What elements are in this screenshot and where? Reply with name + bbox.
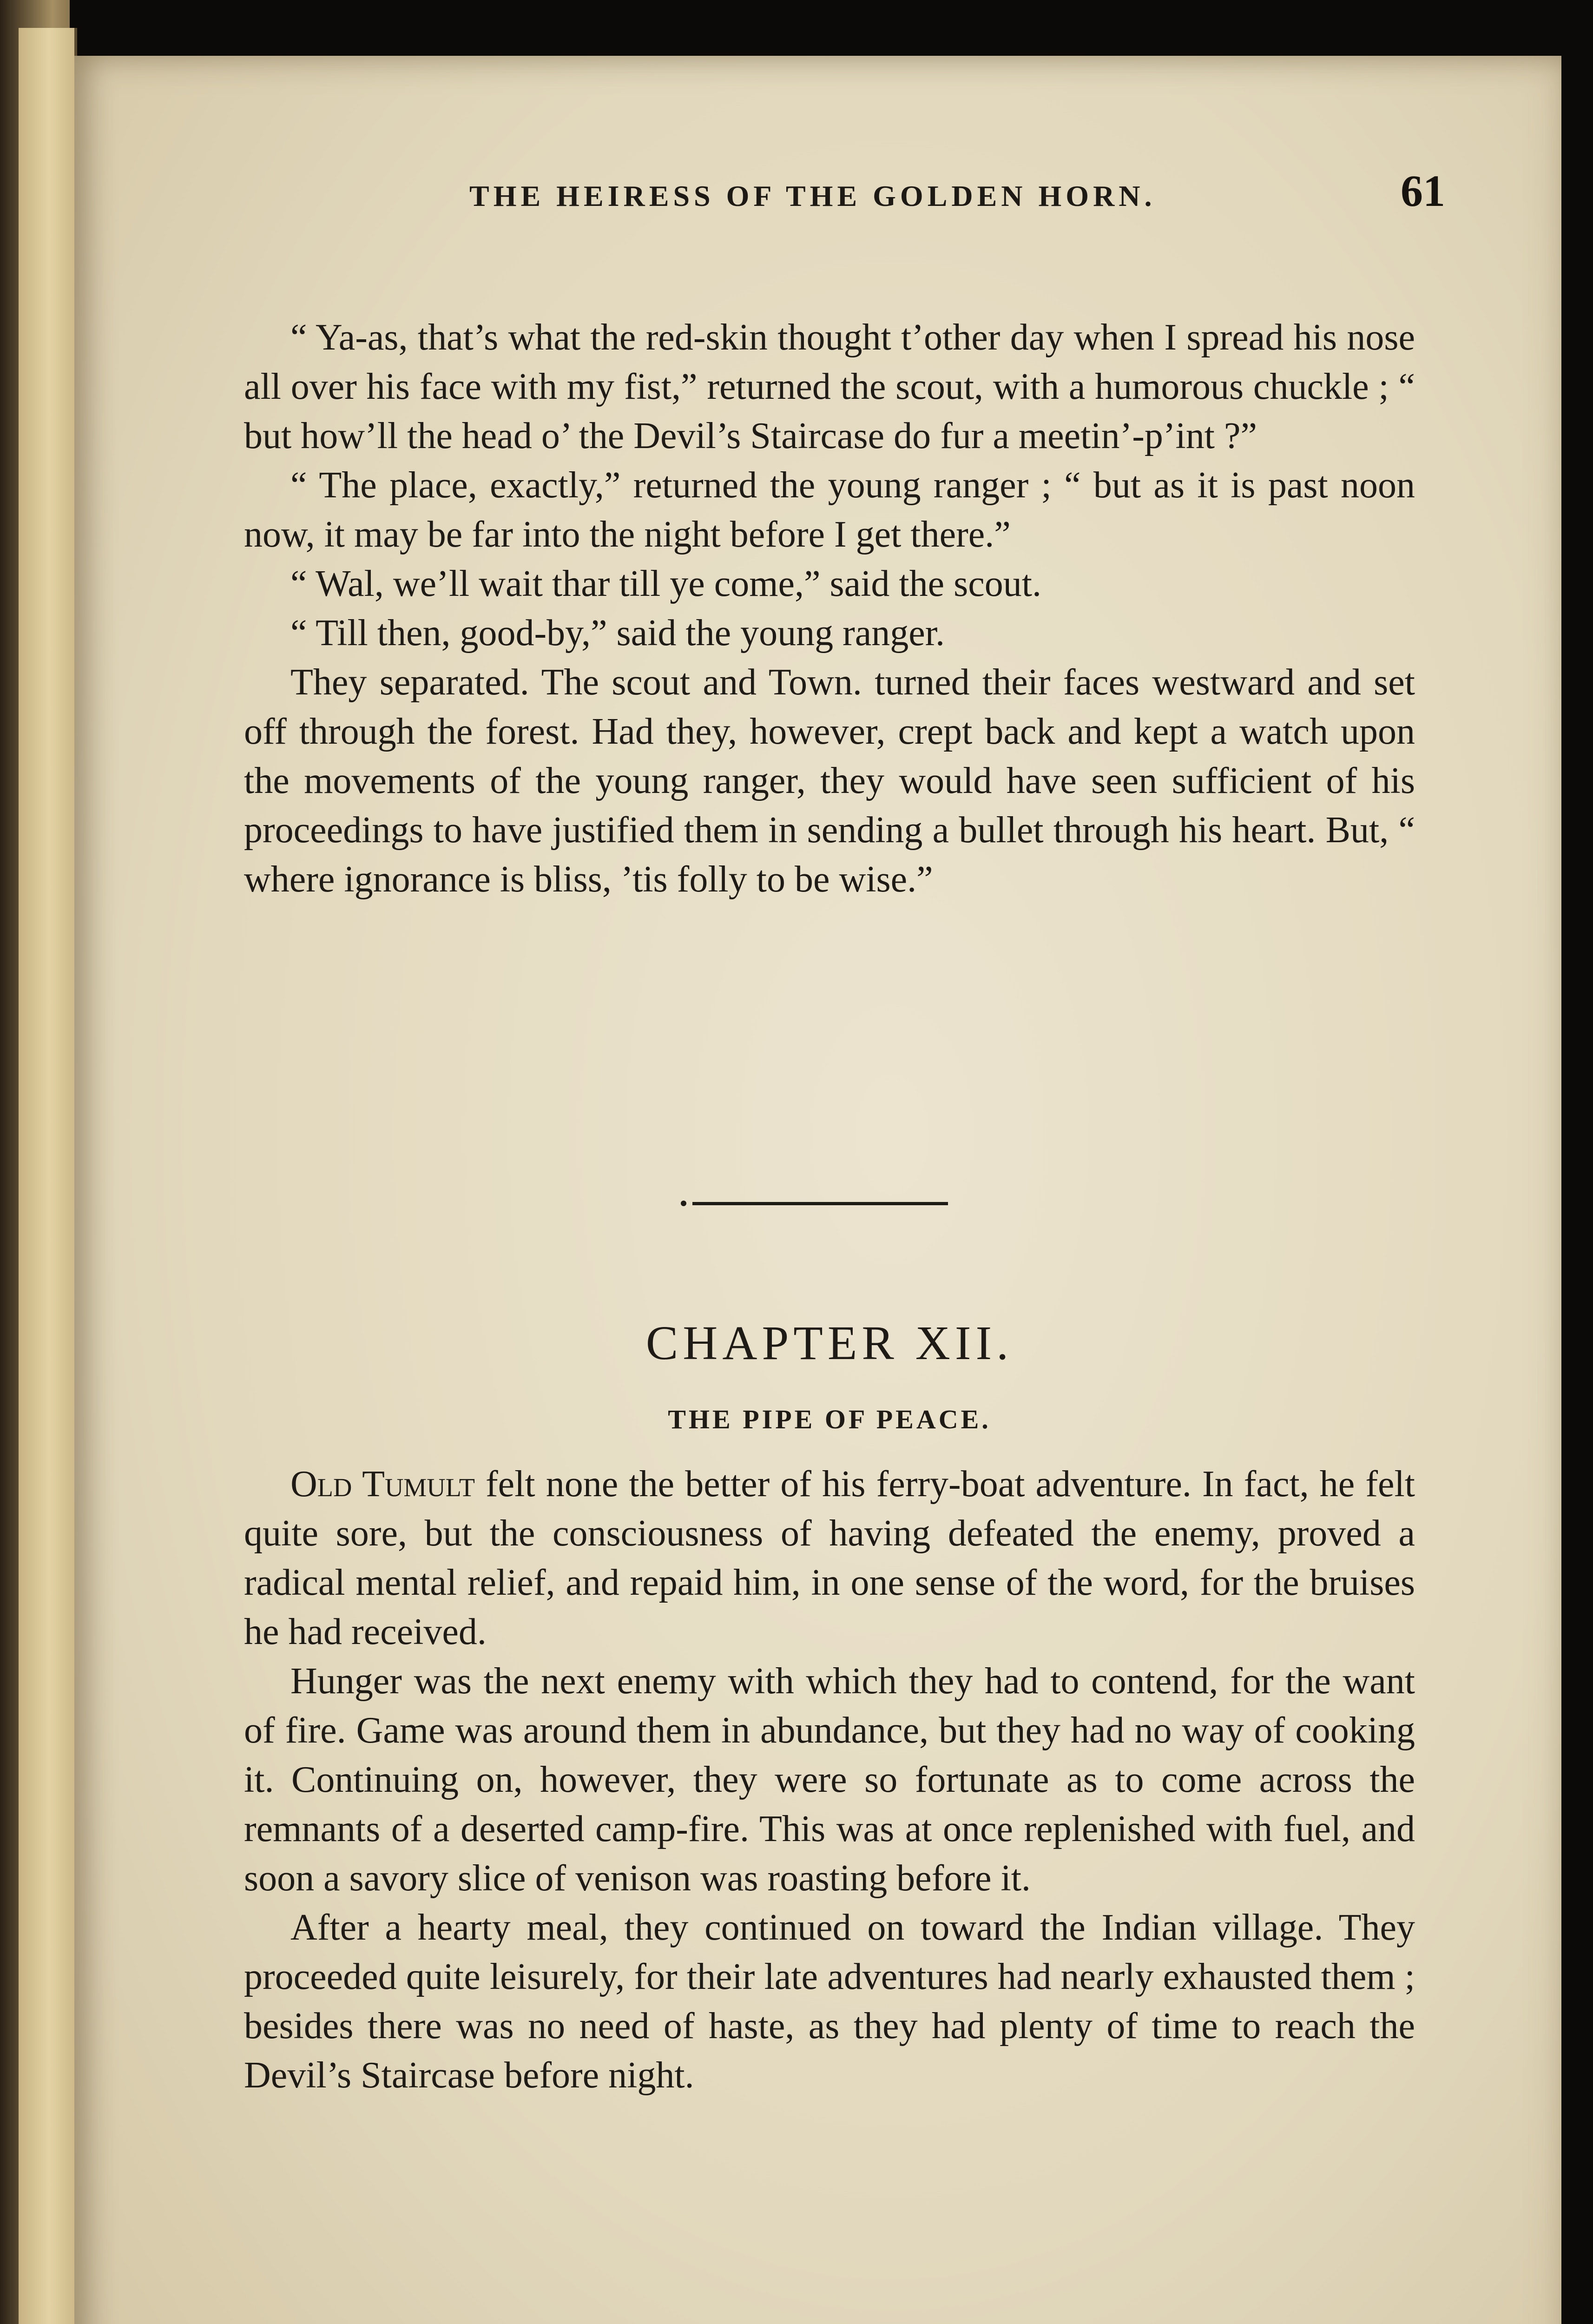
paragraph: “ Ya-as, that’s what the red-skin thought t’other day when I spread his nose all over his face with my fist,” returned the scout, with a humorous chuckle ; “ but how’ll the head o’ the Devil’s Staircase do fur a meetin’-p’int ?” [244,317,1415,456]
paragraph: “ Till then, good-by,” said the young ranger. [290,613,945,654]
chapter-opening-text: felt none the better of his ferry-boat adventure. In fact, he felt quite sore, but the consciousness of having defeated the enemy, proved a radical mental relief, and repaid him, in one sense of the word, for the bruises he had received. [244,1464,1415,1652]
chapter-title: CHAPTER XII. [645,1316,1014,1370]
paragraph: They separated. The scout and Town. turned their faces westward and set off through the forest. Had they, however, crept back and kept a watch upon the movements of the young ranger, they would have seen sufficient of his proceedings to have justified them in sending a bullet through his heart. But, “ where ignorance is bliss, ’tis folly to be wise.” [244,662,1415,900]
paragraph: Hunger was the next enemy with which they had to contend, for the want of fire. Game was around them in abundance, but they had no way of cooking it. Continuing on, however, they were so fortunate as to come across the remnants of a deserted camp-fire. This was at once replenished with fuel, and soon a savory slice of venison was roasting before it. [244,1661,1415,1899]
page-number: 61 [1401,166,1445,216]
book-page [74,56,1561,2324]
text-block-before-chapter [244,313,1415,904]
separator-dot [681,1201,686,1206]
left-page-edge [19,28,77,2324]
chapter-opening-paragraph [244,1459,1415,1657]
running-title: THE HEIRESS OF THE GOLDEN HORN. [469,179,1156,212]
section-separator-rule [692,1202,948,1205]
chapter-lead-words: Old Tumult [290,1464,475,1505]
paragraph: After a hearty meal, they continued on toward the Indian village. They proceeded quite leisurely, for their late adventures had nearly exhausted them ; besides there was no need of haste, as they had plenty of time to reach the Devil’s Staircase before night. [244,1907,1415,2096]
text-block-chapter [244,1459,1415,2100]
chapter-subtitle: THE PIPE OF PEACE. [668,1404,991,1434]
paragraph: “ Wal, we’ll wait thar till ye come,” said the scout. [290,563,1042,604]
page-header [400,165,1445,230]
paragraph: “ The place, exactly,” returned the young ranger ; “ but as it is past noon now, it may be far into the night before I get there.” [244,465,1415,555]
